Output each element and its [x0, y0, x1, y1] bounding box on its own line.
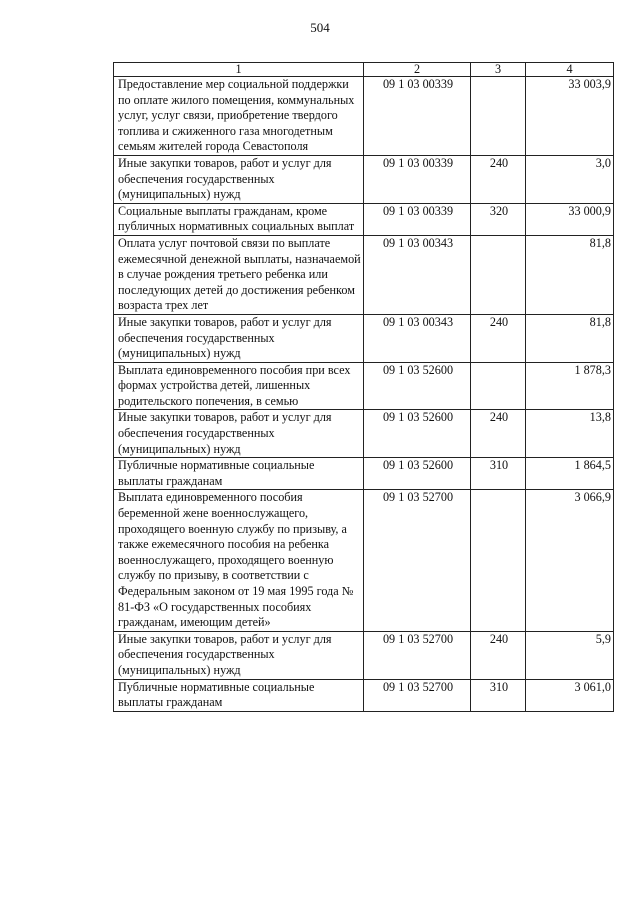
table-row	[114, 155, 614, 203]
column-header-type: 3	[471, 63, 526, 77]
row-type-cell	[471, 235, 526, 314]
row-type-cell: 240	[471, 155, 526, 203]
row-name-cell: Выплата единовременного пособия при всех формах устройства детей, лишенных родительского попечения, в семью	[114, 362, 364, 410]
row-code-cell: 09 1 03 52600	[364, 410, 471, 458]
row-type-cell: 240	[471, 631, 526, 679]
row-name-cell: Предоставление мер социальной поддержки по оплате жилого помещения, коммунальных услуг, услуг связи, приобретение твердого топлива и сжиженного газа многодетным семьям жителей города Севастополя	[114, 77, 364, 156]
page-number: 504	[310, 20, 330, 35]
row-amount-cell: 5,9	[526, 631, 614, 679]
row-name-cell: Иные закупки товаров, работ и услуг для обеспечения государственных (муниципальных) нужд	[114, 155, 364, 203]
row-name-cell: Иные закупки товаров, работ и услуг для обеспечения государственных (муниципальных) нужд	[114, 410, 364, 458]
table-row	[114, 631, 614, 679]
table-row	[114, 203, 614, 235]
row-name-cell: Оплата услуг почтовой связи по выплате ежемесячной денежной выплаты, назначаемой в случае рождения третьего ребенка или последующих детей до достижения ребенком возраста трех лет	[114, 235, 364, 314]
row-amount-cell: 1 878,3	[526, 362, 614, 410]
row-amount-cell: 81,8	[526, 314, 614, 362]
row-amount-cell: 33 003,9	[526, 77, 614, 156]
row-amount-cell: 3,0	[526, 155, 614, 203]
table-row	[114, 362, 614, 410]
table-row	[114, 77, 614, 156]
table-row	[114, 490, 614, 631]
row-amount-cell: 3 061,0	[526, 679, 614, 711]
row-code-cell: 09 1 03 00339	[364, 203, 471, 235]
row-code-cell: 09 1 03 52600	[364, 458, 471, 490]
row-code-cell: 09 1 03 00343	[364, 235, 471, 314]
table-row	[114, 410, 614, 458]
table-row	[114, 679, 614, 711]
row-name-cell: Публичные нормативные социальные выплаты гражданам	[114, 679, 364, 711]
row-type-cell	[471, 490, 526, 631]
row-type-cell: 240	[471, 410, 526, 458]
row-type-cell: 310	[471, 458, 526, 490]
row-amount-cell: 13,8	[526, 410, 614, 458]
row-code-cell: 09 1 03 52700	[364, 631, 471, 679]
budget-table	[113, 62, 614, 712]
row-name-cell: Иные закупки товаров, работ и услуг для обеспечения государственных (муниципальных) нужд	[114, 314, 364, 362]
row-name-cell: Публичные нормативные социальные выплаты гражданам	[114, 458, 364, 490]
row-amount-cell: 81,8	[526, 235, 614, 314]
column-header-amount: 4	[526, 63, 614, 77]
row-code-cell: 09 1 03 52600	[364, 362, 471, 410]
column-header-name: 1	[114, 63, 364, 77]
row-code-cell: 09 1 03 00339	[364, 155, 471, 203]
row-name-cell: Выплата единовременного пособия беременной жене военнослужащего, проходящего военную службу по призыву, а также ежемесячного пособия на ребенка военнослужащего, проходящего военную службу по призыву, в соответствии с Федеральным законом от 19 мая 1995 года № 81-ФЗ «О государственных пособиях гражданам, имеющим детей»	[114, 490, 364, 631]
row-name-cell: Иные закупки товаров, работ и услуг для обеспечения государственных (муниципальных) нужд	[114, 631, 364, 679]
row-type-cell: 240	[471, 314, 526, 362]
table-header-row	[114, 63, 614, 77]
row-type-cell: 320	[471, 203, 526, 235]
row-amount-cell: 33 000,9	[526, 203, 614, 235]
row-type-cell	[471, 362, 526, 410]
row-code-cell: 09 1 03 52700	[364, 490, 471, 631]
row-amount-cell: 1 864,5	[526, 458, 614, 490]
table-row	[114, 458, 614, 490]
row-amount-cell: 3 066,9	[526, 490, 614, 631]
row-name-cell: Социальные выплаты гражданам, кроме публичных нормативных социальных выплат	[114, 203, 364, 235]
column-header-code: 2	[364, 63, 471, 77]
row-type-cell: 310	[471, 679, 526, 711]
row-code-cell: 09 1 03 00339	[364, 77, 471, 156]
row-code-cell: 09 1 03 52700	[364, 679, 471, 711]
table-row	[114, 235, 614, 314]
table-row	[114, 314, 614, 362]
row-code-cell: 09 1 03 00343	[364, 314, 471, 362]
row-type-cell	[471, 77, 526, 156]
